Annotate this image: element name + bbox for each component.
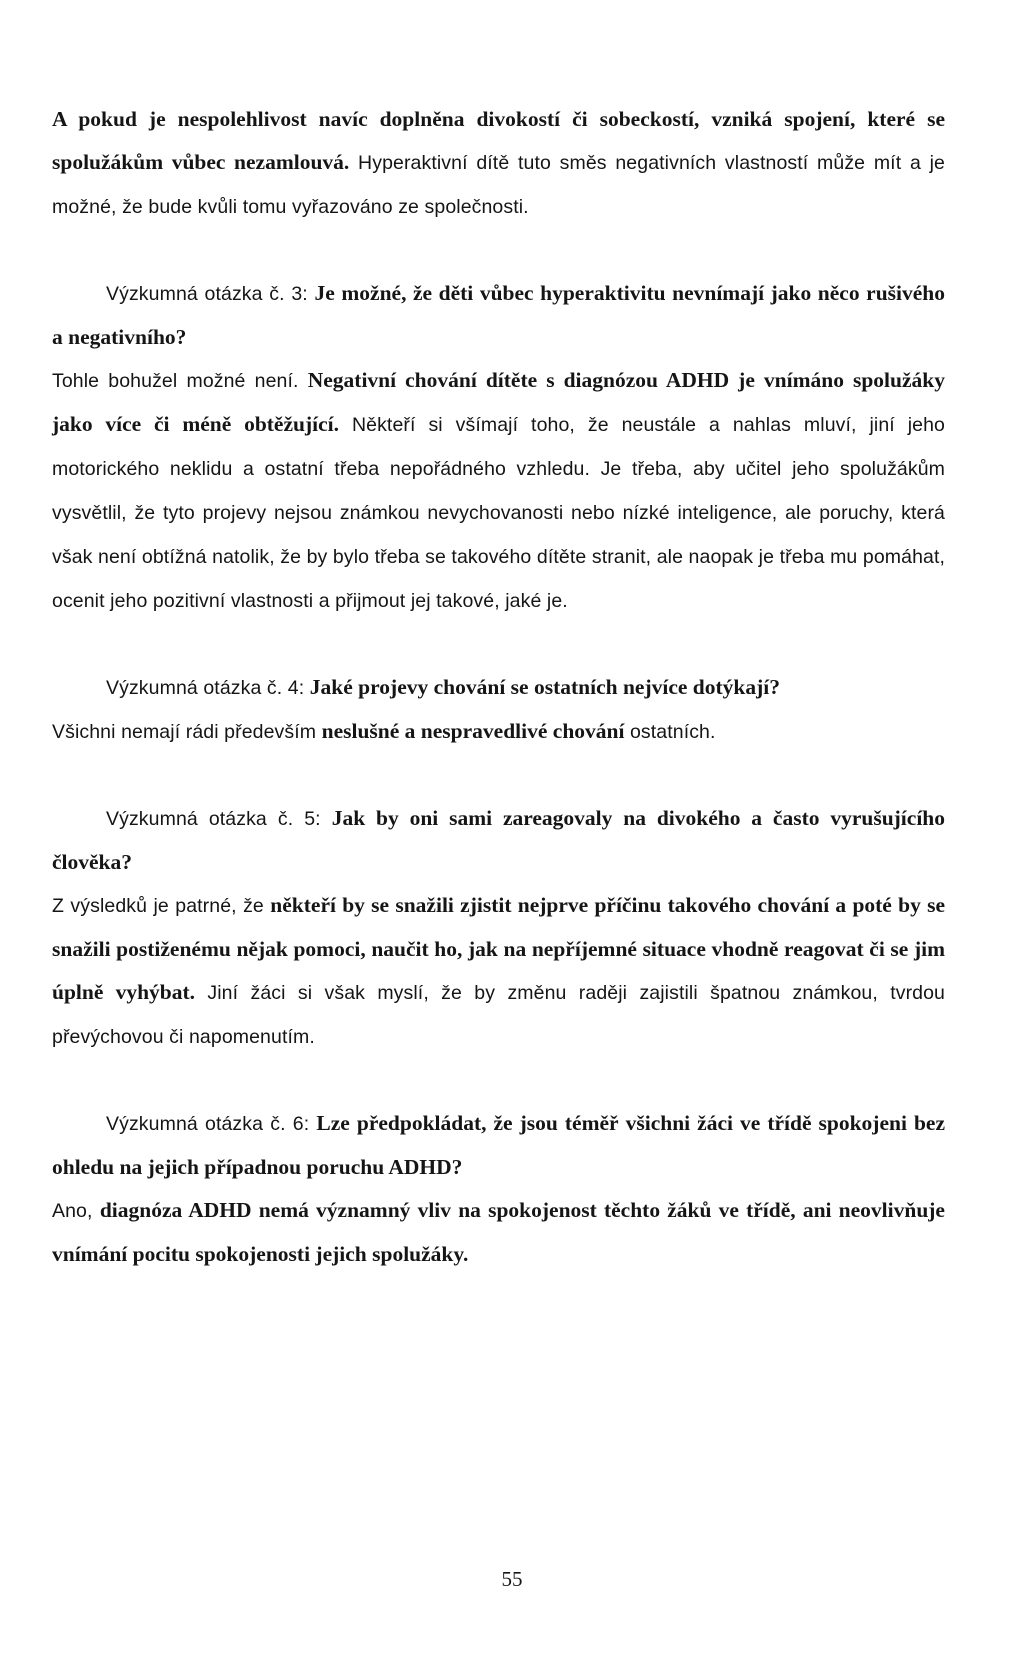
research-question-6: [52, 1102, 945, 1189]
body-text: Jiní žáci si však myslí, že by změnu raději zajistili špatnou známkou, tvrdou převýchovou či napomenutím.: [52, 982, 946, 1048]
research-question-3: [52, 272, 945, 359]
body-text: Tohle bohužel možné není.: [52, 370, 308, 392]
body-text: Všichni nemají rádi především: [52, 721, 322, 743]
question-label: Výzkumná otázka č. 6:: [106, 1113, 317, 1135]
question-text: Je možné, že děti vůbec hyperaktivitu nevnímají jako něco rušivého a negativního?: [52, 281, 945, 349]
body-text: Někteří si všímají toho, že neustále a nahlas mluví, jiní jeho motorického neklidu a ostatní třeba nepořádného vzhledu. Je třeba, aby učitel jeho spolužákům vysvětlil, že tyto projevy nejsou známkou nevychovanosti nebo nízké inteligence, ale poruchy, která však není obtížná natolik, že by bylo třeba se takového dítěte stranit, ale naopak je třeba mu pomáhat, ocenit jeho pozitivní vlastnosti a přijmout jej takové, jaké je.: [52, 414, 946, 612]
question-label: Výzkumná otázka č. 5:: [106, 808, 332, 830]
emphasis-text: Negativní chování dítěte s diagnózou ADHD je vnímáno spolužáky jako více či méně obtěžující.: [52, 368, 945, 436]
body-text: Z výsledků je patrné, že: [52, 895, 271, 917]
body-text: Ano,: [52, 1200, 100, 1222]
emphasis-text: někteří by se snažili zjistit nejprve příčinu takového chování a poté by se snažili postiženému nějak pomoci, naučit ho, jak na nepříjemné situace vhodně reagovat či se jim úplně vyhýbat.: [52, 893, 945, 1004]
answer-4: [52, 710, 945, 754]
question-label: Výzkumná otázka č. 3:: [106, 283, 315, 305]
research-question-4: [52, 666, 945, 710]
question-label: Výzkumná otázka č. 4:: [106, 677, 310, 699]
emphasis-text: diagnóza ADHD nemá významný vliv na spokojenost těchto žáků ve třídě, ani neovlivňuje vnímání pocitu spokojenosti jejich spolužáky.: [52, 1198, 945, 1266]
question-text: Lze předpokládat, že jsou téměř všichni žáci ve třídě spokojeni bez ohledu na jejich případnou poruchu ADHD?: [52, 1111, 946, 1179]
body-text: ostatních.: [624, 721, 716, 743]
intro-paragraph: [52, 98, 945, 229]
answer-5: [52, 884, 945, 1059]
answer-3: [52, 359, 945, 623]
research-question-5: [52, 797, 945, 884]
emphasis-text: neslušné a nespravedlivé chování: [321, 719, 625, 743]
body-text: Hyperaktivní dítě tuto směs negativních vlastností může mít a je možné, že bude kvůli tomu vyřazováno ze společnosti.: [52, 152, 945, 218]
page-number: 55: [501, 1567, 523, 1591]
document-body: [52, 98, 945, 1276]
emphasis-text: A pokud je nespolehlivost navíc doplněna divokostí či sobeckostí, vzniká spojení, které se spolužákům vůbec nezamlouvá.: [52, 107, 945, 174]
question-text: Jaké projevy chování se ostatních nejvíce dotýkají?: [309, 675, 780, 699]
answer-6: [52, 1189, 945, 1276]
question-text: Jak by oni sami zareagovaly na divokého a často vyrušujícího člověka?: [52, 806, 946, 874]
